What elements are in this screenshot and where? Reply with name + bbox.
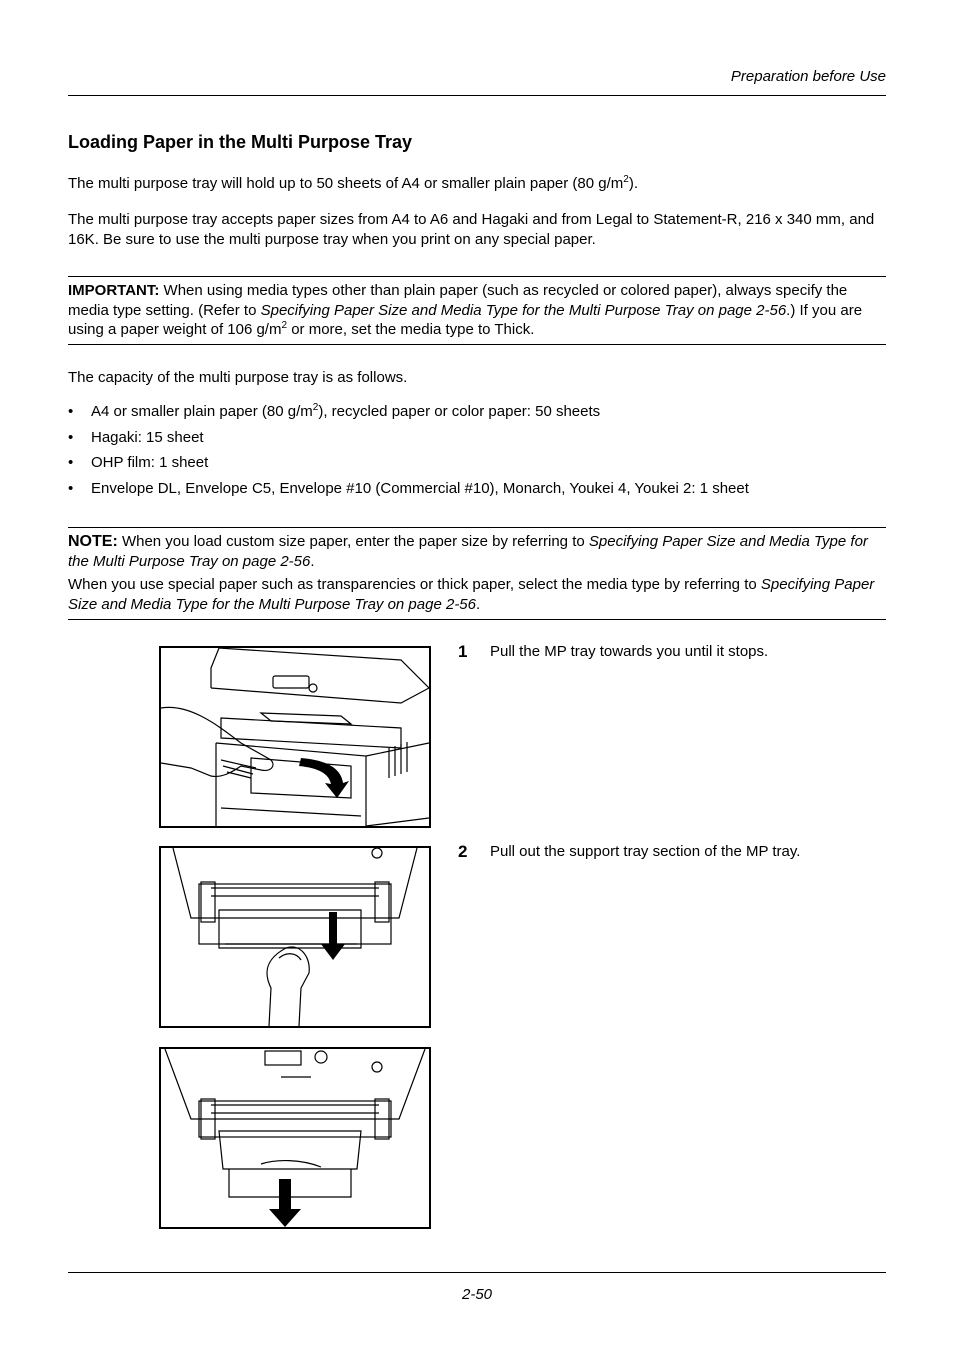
figure-open-mp-tray [159, 646, 431, 828]
printer-front-illustration [161, 648, 429, 826]
step-1-number: 1 [458, 642, 468, 661]
running-header: Preparation before Use [730, 68, 886, 85]
step-1-text: Pull the MP tray towards you until it stops. [490, 643, 769, 660]
note-bottom-rule [68, 619, 886, 620]
list-item: • Hagaki: 15 sheet [68, 428, 204, 446]
note-top-rule [68, 527, 886, 528]
capacity-list [68, 402, 886, 505]
list-item: • OHP film: 1 sheet [68, 454, 209, 472]
section-title: Loading Paper in the Multi Purpose Tray [68, 132, 413, 152]
header-rule [68, 95, 886, 96]
important-note: IMPORTANT: When using media types other than plain paper (such as recycled or colored paper), always specify the media type setting. (Refer to Specifying Paper Size and Media Type for the Multi Purpose Tray on page 2-56.) If you are using a paper weight of 106 $g/m^2$ or more, set the media type to Thick. [68, 282, 863, 338]
mp-tray-extended-illustration [161, 1049, 429, 1227]
step-2-text: Pull out the support tray section of the MP tray. [490, 843, 801, 860]
capacity-intro: The capacity of the multi purpose tray is as follows. [68, 369, 408, 386]
page-number: 2-50 [461, 1286, 493, 1303]
intro-paragraph-1: The multi purpose tray will hold up to 50 sheets of A4 or smaller plain paper (80 $g/m^2$). [68, 174, 639, 192]
important-top-rule [68, 276, 886, 277]
intro-paragraph-2: The multi purpose tray accepts paper sizes from A4 to A6 and Hagaki and from Legal to Statement-R, 216 x 340 mm, and 16K. Be sure to use the multi purpose tray when you print on any special paper. [68, 211, 875, 248]
important-bottom-rule [68, 344, 886, 345]
mp-tray-top-illustration [161, 848, 429, 1026]
list-item: • Envelope DL, Envelope C5, Envelope #10 (Commercial #10), Monarch, Youkei 4, Youkei 2: 1 sheet [68, 480, 749, 498]
figure-extend-support-tray [159, 1047, 431, 1229]
footer-rule [68, 1272, 886, 1273]
note-paragraph-2: When you use special paper such as transparencies or thick paper, select the media type by referring to Specifying Paper Size and Media Type for the Multi Purpose Tray on page 2-56. [68, 576, 875, 613]
step-2-number: 2 [458, 842, 468, 861]
note-paragraph-1: NOTE: When you load custom size paper, enter the paper size by referring to Specifying Paper Size and Media Type for the Multi Purpose Tray on page 2-56. [68, 533, 868, 570]
figure-pull-support-tray [159, 846, 431, 1028]
list-item: • A4 or smaller plain paper (80 $g/m^2$), recycled paper or color paper: 50 sheets [68, 402, 601, 420]
